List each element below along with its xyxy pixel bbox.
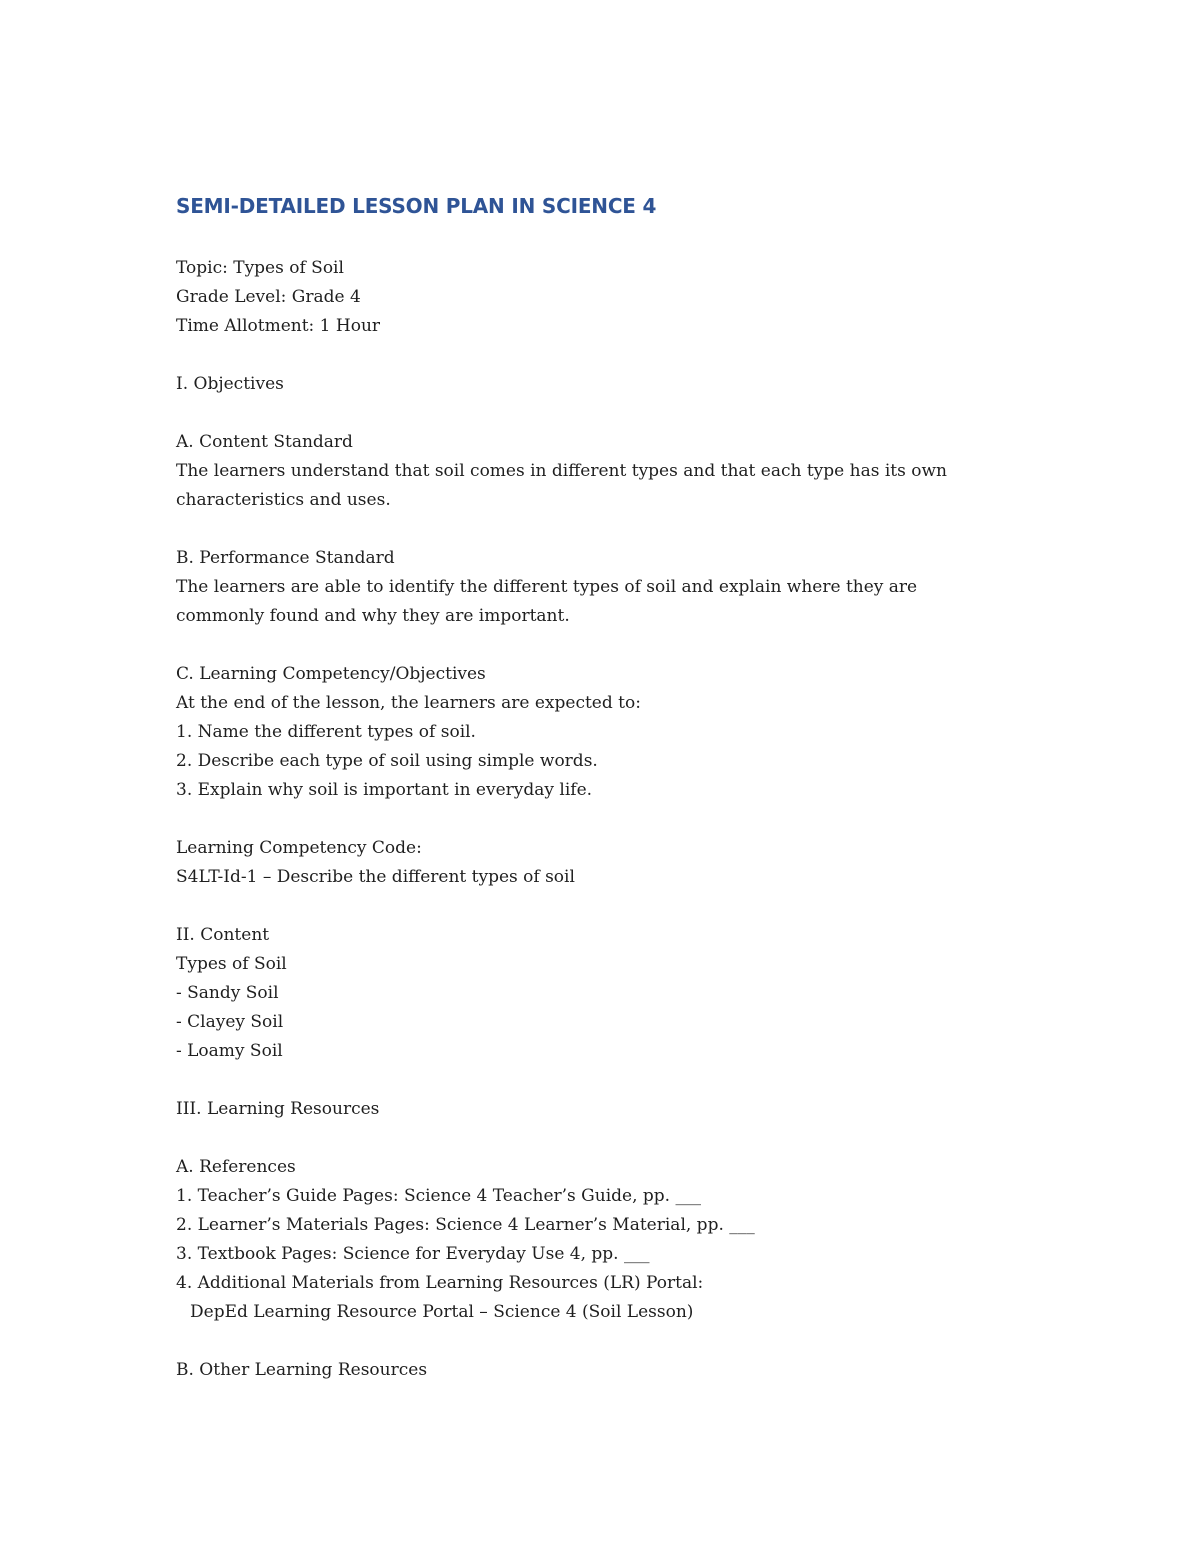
content-heading: II. Content xyxy=(176,925,270,945)
topic-line: Topic: Types of Soil xyxy=(176,258,344,278)
learning-competency-heading: C. Learning Competency/Objectives xyxy=(176,664,486,684)
list-item: 1. Name the different types of soil. xyxy=(176,722,476,742)
list-item: 4. Additional Materials from Learning Resources (LR) Portal: xyxy=(176,1273,704,1293)
list-item: - Loamy Soil xyxy=(176,1041,283,1061)
document-page xyxy=(176,192,1036,1385)
time-allotment-line: Time Allotment: 1 Hour xyxy=(176,316,381,336)
learning-competency-intro: At the end of the lesson, the learners are expected to: xyxy=(176,693,641,713)
spacer xyxy=(176,341,1036,370)
spacer xyxy=(176,892,1036,921)
references-heading: A. References xyxy=(176,1157,296,1177)
spacer xyxy=(176,1066,1036,1095)
content-subheading: Types of Soil xyxy=(176,954,287,974)
performance-standard-text: The learners are able to identify the different types of soil and explain where they are xyxy=(176,577,918,597)
spacer xyxy=(176,631,1036,660)
list-item: 2. Describe each type of soil using simple words. xyxy=(176,751,598,771)
list-item: - Sandy Soil xyxy=(176,983,279,1003)
spacer xyxy=(176,1327,1036,1356)
spacer xyxy=(176,515,1036,544)
objectives-heading: I. Objectives xyxy=(176,374,284,394)
competency-code-value: S4LT-Id-1 – Describe the different types of soil xyxy=(176,867,575,887)
list-item: 2. Learner’s Materials Pages: Science 4 Learner’s Material, pp. ___ xyxy=(176,1215,755,1235)
content-standard-text: characteristics and uses. xyxy=(176,490,391,510)
resources-heading: III. Learning Resources xyxy=(176,1099,380,1119)
spacer xyxy=(176,805,1036,834)
spacer xyxy=(176,1124,1036,1153)
document-title: SEMI-DETAILED LESSON PLAN IN SCIENCE 4 xyxy=(176,194,657,218)
performance-standard-text: commonly found and why they are important. xyxy=(176,606,570,626)
content-standard-text: The learners understand that soil comes in different types and that each type has its own xyxy=(176,461,947,481)
list-item: 3. Textbook Pages: Science for Everyday Use 4, pp. ___ xyxy=(176,1244,650,1264)
document-body xyxy=(176,254,1036,1385)
competency-code-heading: Learning Competency Code: xyxy=(176,838,422,858)
other-resources-heading: B. Other Learning Resources xyxy=(176,1360,428,1380)
content-standard-heading: A. Content Standard xyxy=(176,432,353,452)
portal-reference: DepEd Learning Resource Portal – Science 4 (Soil Lesson) xyxy=(190,1302,694,1322)
list-item: - Clayey Soil xyxy=(176,1012,284,1032)
list-item: 3. Explain why soil is important in everyday life. xyxy=(176,780,593,800)
spacer xyxy=(176,399,1036,428)
list-item: 1. Teacher’s Guide Pages: Science 4 Teacher’s Guide, pp. ___ xyxy=(176,1186,701,1206)
performance-standard-heading: B. Performance Standard xyxy=(176,548,395,568)
grade-level-line: Grade Level: Grade 4 xyxy=(176,287,361,307)
